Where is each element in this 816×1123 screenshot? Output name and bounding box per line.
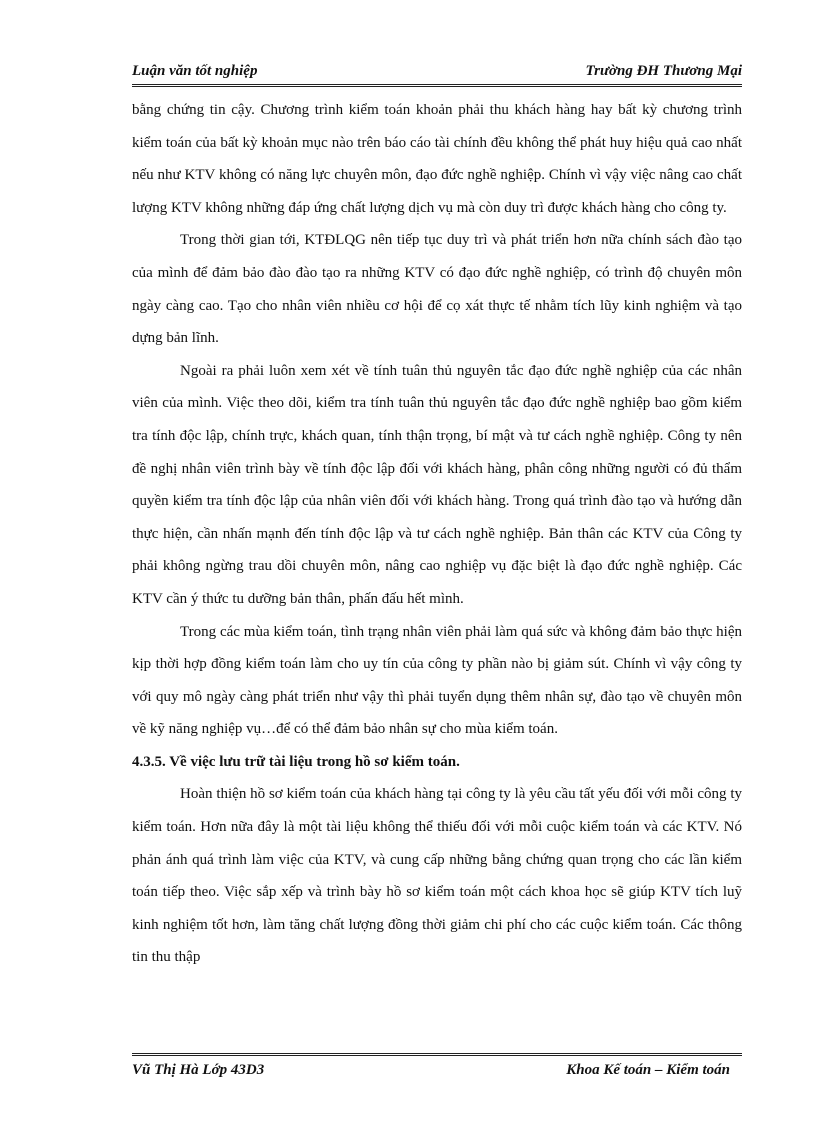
paragraph-4: Trong các mùa kiểm toán, tình trạng nhân viên phải làm quá sức và không đảm bảo thực hiện kịp thời hợp đồng kiểm toán làm cho uy tín của công ty phần nào bị giảm sút. Chính vì vậy công ty với quy mô ngày càng phát triển như vậy thì phải tuyển dụng thêm nhân sự, đào tạo về chuyên môn về kỹ năng nghiệp vụ…để có thể đảm bảo nhân sự cho mùa kiểm toán. (132, 623, 742, 738)
footer-author: Vũ Thị Hà Lớp 43D3 (132, 1062, 265, 1078)
section-heading-4-3-5: 4.3.5. Về việc lưu trữ tài liệu trong hồ sơ kiểm toán. (132, 753, 460, 770)
header-university: Trường ĐH Thương Mại (585, 63, 742, 79)
paragraph-2: Trong thời gian tới, KTĐLQG nên tiếp tục duy trì và phát triển hơn nữa chính sách đào tạo của mình để đảm bảo đào đào tạo ra những KTV có đạo đức nghề nghiệp, có trình độ chuyên môn ngày càng cao. Tạo cho nhân viên nhiều cơ hội để cọ xát thực tế nhằm tích lũy kinh nghiệm và tạo dựng bản lĩnh. (132, 232, 742, 347)
paragraph-1: bằng chứng tin cậy. Chương trình kiểm toán khoản phải thu khách hàng hay bất kỳ chương trình kiểm toán của bất kỳ khoản mục nào trên báo cáo tài chính đều không thể phát huy hiệu quả cao nhất nếu như KTV không có năng lực chuyên môn, đạo đức nghề nghiệp. Chính vì vậy việc nâng cao chất lượng KTV không những đáp ứng chất lượng dịch vụ mà còn duy trì được khách hàng cho công ty. (132, 102, 742, 216)
paragraph-3: Ngoài ra phải luôn xem xét về tính tuân thủ nguyên tắc đạo đức nghề nghiệp của các nhân viên của mình. Việc theo dõi, kiểm tra tính tuân thủ nguyên tắc đạo đức nghề nghiệp bao gồm kiểm tra tính độc lập, chính trực, khách quan, tính thận trọng, bí mật và tư cách nghề nghiệp. Công ty nên đề nghị nhân viên trình bày về tính độc lập đối với khách hàng, phân công những người có đủ thẩm quyền kiểm tra tính độc lập của nhân viên đối với khách hàng. Trong quá trình đào tạo và hướng dẫn thực hiện, cần nhấn mạnh đến tính độc lập và tư cách nghề nghiệp. Bản thân các KTV của Công ty phải không ngừng trau dồi chuyên môn, nâng cao nghiệp vụ đặc biệt là đạo đức nghề nghiệp. Các KTV cần ý thức tu dưỡng bản thân, phấn đấu hết mình. (132, 362, 742, 607)
header-thesis-title: Luận văn tốt nghiệp (132, 63, 258, 79)
document-body (132, 94, 742, 974)
paragraph-5: Hoàn thiện hồ sơ kiểm toán của khách hàng tại công ty là yêu cầu tất yếu đối với mỗi công ty kiểm toán. Hơn nữa đây là một tài liệu không thể thiếu đối với mỗi cuộc kiểm toán và các KTV. Nó phản ánh quá trình làm việc của KTV, và cung cấp những bằng chứng quan trọng cho các lần kiểm toán tiếp theo. Việc sắp xếp và trình bày hồ sơ kiểm toán một cách khoa học sẽ giúp KTV tích luỹ kinh nghiệm tốt hơn, làm tăng chất lượng đồng thời giảm chi phí cho các cuộc kiểm toán. Các thông tin thu thập (132, 786, 742, 966)
page-header (132, 60, 742, 87)
footer-faculty: Khoa Kế toán – Kiểm toán (566, 1062, 730, 1078)
page-footer (132, 1053, 742, 1084)
